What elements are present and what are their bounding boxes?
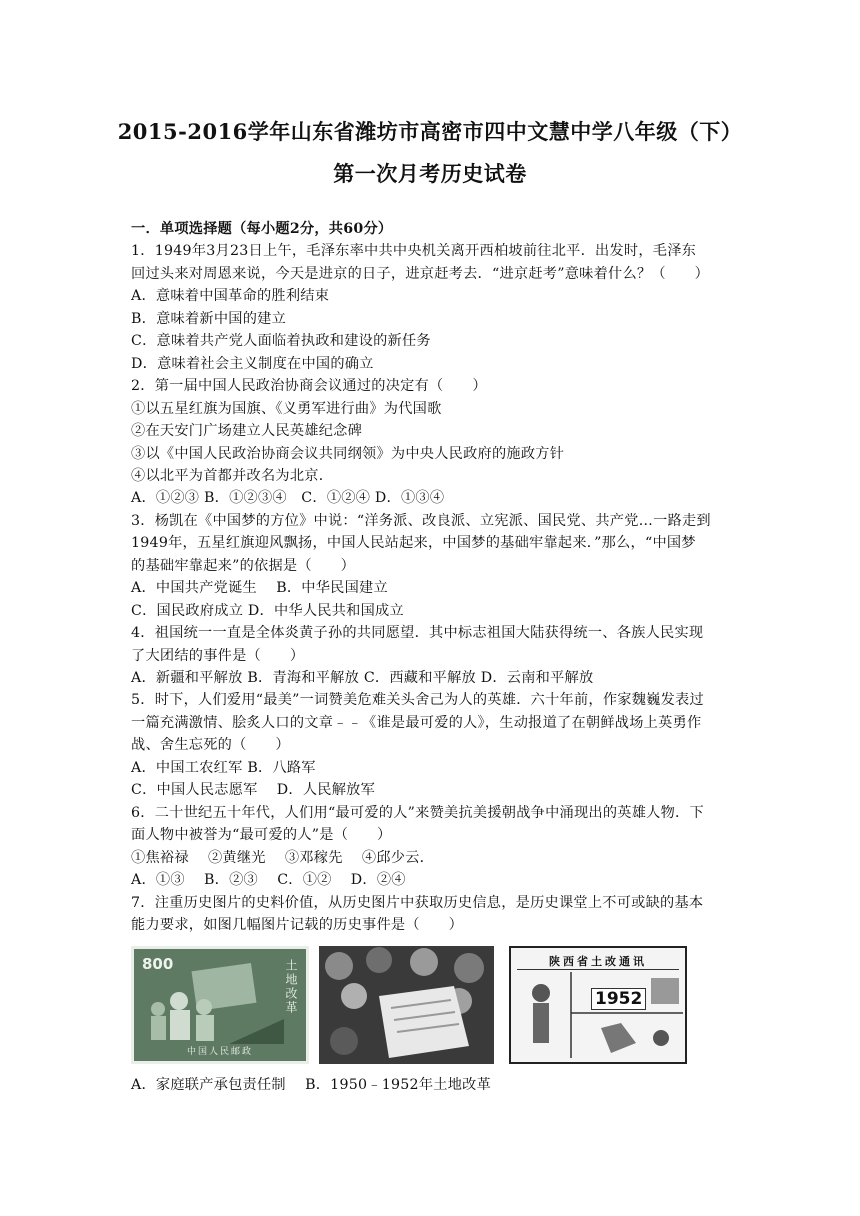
question-line: C．中国人民志愿军 D．人民解放军 <box>131 782 376 799</box>
question-line: A．①③ B．②③ C．①② D．②④ <box>131 872 406 889</box>
question-line: 5．时下，人们爱用“最美”一词赞美危难关头舍己为人的英雄．六十年前，作家魏巍发表过 <box>131 692 704 709</box>
stamp-footer: 中国人民邮政 <box>186 1047 253 1057</box>
question-line: ①以五星红旗为国旗、《义勇军进行曲》为代国歌 <box>131 400 442 417</box>
question-line: A．①②③ B．①②③④ C．①②④ D．①③④ <box>131 490 445 507</box>
question-line: 一篇充满激情、脍炙人口的文章﹣﹣《谁是最可爱的人》，生动报道了在朝鲜战场上英勇作 <box>131 714 702 731</box>
question-line: ③以《中国人民政治协商会议共同纲领》为中央人民政府的施政方针 <box>131 445 565 462</box>
question-line: 2．第一届中国人民政治协商会议通过的决定有（ ） <box>131 378 487 395</box>
question-line: C．意味着共产党人面临着执政和建设的新任务 <box>131 333 431 350</box>
question-line: ④以北平为首都并改名为北京． <box>131 467 334 484</box>
question-line: ②在天安门广场建立人民英雄纪念碑 <box>131 423 363 440</box>
question-line: 1949年，五星红旗迎风飘扬，中国人民站起来，中国梦的基础牢靠起来．”那么，“中国梦 <box>131 535 696 552</box>
question-line: A．中国共产党诞生 B．中华民国建立 <box>131 580 388 597</box>
question-line: 回过头来对周恩来说，今天是进京的日子，进京赶考去．“进京赶考”意味着什么？（ ） <box>131 265 710 282</box>
stamp-value: 800 <box>142 955 174 973</box>
question-line: A．意味着中国革命的胜利结束 <box>131 288 330 305</box>
crowd-photo-illustration <box>319 946 494 1064</box>
land-reform-stamp-image <box>131 946 309 1064</box>
land-reform-poster-image <box>509 946 687 1064</box>
question-line: 3．杨凯在《中国梦的方位》中说：“洋务派、改良派、立宪派、国民党、共产党…一路走到 <box>131 512 711 529</box>
question-line: C．国民政府成立 D．中华人民共和国成立 <box>131 602 404 619</box>
question-line: 7．注重历史图片的史料价值，从历史图片中获取历史信息，是历史课堂上不可或缺的基本 <box>131 894 704 911</box>
question-line: D．意味着社会主义制度在中国的确立 <box>131 355 374 372</box>
question-line: 的基础牢靠起来”的依据是（ ） <box>131 557 356 574</box>
stamp-caption: 土地改革 <box>284 959 298 1015</box>
question-line: 战、舍生忘死的（ ） <box>131 737 290 754</box>
question-line: 面人物中被誉为“最可爱的人”是（ ） <box>131 827 392 844</box>
question-line: 能力要求，如图几幅图片记载的历史事件是（ ） <box>131 916 464 933</box>
section-heading: 一．单项选择题（每小题2分，共60分） <box>131 221 393 237</box>
peasants-reading-photo <box>319 946 494 1064</box>
poster-year: 1952 <box>591 988 646 1010</box>
poster-title: 陕西省土改通讯 <box>517 953 679 970</box>
exam-title-line1: 2015-2016学年山东省潍坊市高密市四中文慧中学八年级（下） <box>117 119 743 144</box>
question-line: 6．二十世纪五十年代，人们用“最可爱的人”来赞美抗美援朝战争中涌现出的英雄人物．下 <box>131 804 704 821</box>
question-line: A．中国工农红军 B．八路军 <box>131 759 316 776</box>
question-line: A．新疆和平解放 B．青海和平解放 C．西藏和平解放 D．云南和平解放 <box>131 670 594 686</box>
question-line: 了大团结的事件是（ ） <box>131 647 305 664</box>
exam-title-line2: 第一次月考历史试卷 <box>333 161 527 186</box>
question-line: 4．祖国统一一直是全体炎黄子孙的共同愿望．其中标志祖国大陆获得统一、各族人民实现 <box>131 625 704 642</box>
question-7-options: A．家庭联产承包责任制 B．1950﹣1952年土地改革 <box>131 1077 492 1093</box>
question-line: 1．1949年3月23日上午，毛泽东率中共中央机关离开西柏坡前往北平．出发时，毛泽东 <box>131 243 697 260</box>
question-line: ①焦裕禄 ②黄继光 ③邓稼先 ④邱少云． <box>131 849 435 866</box>
question-line: B．意味着新中国的建立 <box>131 310 287 327</box>
